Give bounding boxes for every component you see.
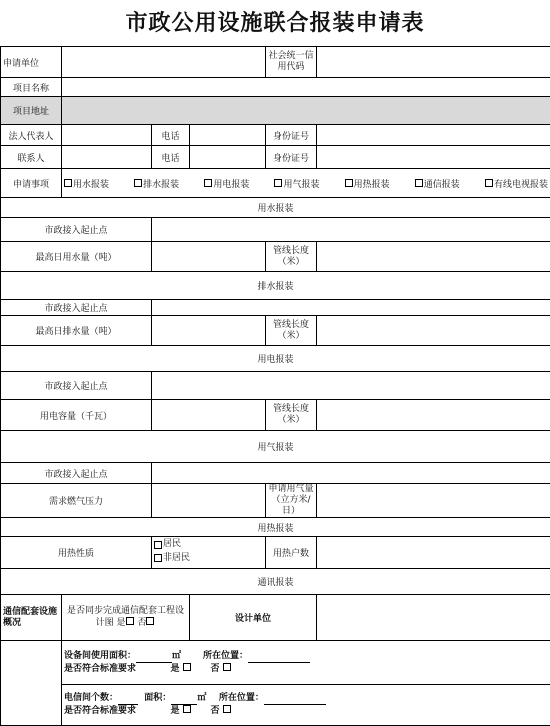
contact-value[interactable]: [62, 146, 152, 169]
application-form-table: [0, 46, 550, 726]
drain-pipe-label: 管线长度（米）: [266, 316, 317, 346]
drain-point-label: 市政接入起止点: [1, 300, 152, 316]
checkbox-icon: [204, 179, 212, 187]
heat-households-label: 用热户数: [266, 537, 317, 569]
checkbox-icon: [274, 179, 282, 187]
heat-households-value[interactable]: [317, 537, 550, 569]
heat-resident-checkbox[interactable]: 居民: [154, 539, 181, 550]
gas-volume-value[interactable]: [317, 484, 550, 518]
drain-section-title: 排水报装: [1, 272, 550, 300]
contact-id-value[interactable]: [317, 146, 550, 169]
drain-amount-value[interactable]: [152, 316, 266, 346]
project-address-label: 项目地址: [1, 97, 62, 125]
checkbox-icon: [415, 179, 423, 187]
item-telecom-checkbox[interactable]: 通信报装: [415, 177, 460, 190]
items-label: 申请事项: [1, 169, 62, 198]
telecom-design-question: 是否同步完成通信配套工程设计图 是 否: [62, 595, 190, 641]
power-capacity-label: 用电容量（千瓦）: [1, 400, 152, 431]
telecom-blank-cell: [1, 641, 62, 726]
drain-pipe-value[interactable]: [317, 316, 550, 346]
design-unit-value[interactable]: [317, 595, 550, 641]
heat-nature-label: 用热性质: [1, 537, 152, 569]
item-cable-tv-checkbox[interactable]: 有线电视报装: [485, 177, 548, 190]
water-point-label: 市政接入起止点: [1, 218, 152, 242]
telecom-section-title: 通讯报装: [1, 569, 550, 595]
gas-point-label: 市政接入起止点: [1, 463, 152, 484]
power-section-title: 用电报装: [1, 346, 550, 372]
heat-non-resident-checkbox[interactable]: 非居民: [154, 553, 190, 564]
telecom-count-field[interactable]: [118, 694, 138, 705]
equipment-room-block: 设备间使用面积： ㎡ 所在位置： 是否符合标准要求 是 否: [62, 641, 550, 685]
project-name-value[interactable]: [62, 78, 550, 97]
room-location-field[interactable]: [248, 652, 310, 663]
item-water-checkbox[interactable]: 用水报装: [64, 177, 109, 190]
legal-rep-phone-label: 电话: [152, 125, 190, 146]
contact-phone-value[interactable]: [190, 146, 266, 169]
gas-pressure-label: 需求燃气压力: [1, 484, 152, 518]
water-amount-label: 最高日用水量（吨）: [1, 242, 152, 272]
gas-pressure-value[interactable]: [152, 484, 266, 518]
drain-point-value[interactable]: [152, 300, 550, 316]
applicant-label: 申请单位: [1, 47, 62, 78]
heat-section-title: 用热报装: [1, 518, 550, 537]
room-standard-yes-checkbox[interactable]: [183, 663, 191, 671]
legal-rep-id-label: 身份证号: [266, 125, 317, 146]
legal-rep-value[interactable]: [62, 125, 152, 146]
power-pipe-value[interactable]: [317, 400, 550, 431]
power-pipe-label: 管线长度（米）: [266, 400, 317, 431]
checkbox-icon: [64, 179, 72, 187]
design-unit-label: 设计单位: [190, 595, 317, 641]
telecom-design-yes-checkbox[interactable]: [126, 617, 134, 625]
water-point-value[interactable]: [152, 218, 550, 242]
telecom-design-no-checkbox[interactable]: [146, 617, 154, 625]
item-heat-checkbox[interactable]: 用热报装: [345, 177, 390, 190]
drain-amount-label: 最高日排水量（吨）: [1, 316, 152, 346]
project-address-value[interactable]: [62, 97, 550, 125]
telecom-standard-no-checkbox[interactable]: [223, 705, 231, 713]
water-pipe-value[interactable]: [317, 242, 550, 272]
items-options: [62, 169, 550, 198]
telecom-overview-label: 通信配套设施概况: [1, 595, 62, 641]
gas-volume-label: 申请用气量（立方米/日）: [266, 484, 317, 518]
item-drain-checkbox[interactable]: 排水报装: [134, 177, 179, 190]
telecom-area-field[interactable]: [171, 694, 197, 705]
telecom-room-block: 电信间个数： 面积： ㎡ 所在位置： 是否符合标准要求 是 否: [62, 685, 550, 726]
checkbox-icon: [485, 179, 493, 187]
checkbox-icon: [345, 179, 353, 187]
water-amount-value[interactable]: [152, 242, 266, 272]
legal-rep-id-value[interactable]: [317, 125, 550, 146]
water-section-title: 用水报装: [1, 198, 550, 218]
page-title: 市政公用设施联合报装申请表: [0, 0, 550, 46]
contact-id-label: 身份证号: [266, 146, 317, 169]
telecom-standard-yes-checkbox[interactable]: [183, 705, 191, 713]
water-pipe-label: 管线长度（米）: [266, 242, 317, 272]
item-gas-checkbox[interactable]: 用气报装: [274, 177, 319, 190]
legal-rep-phone-value[interactable]: [190, 125, 266, 146]
checkbox-icon: [134, 179, 142, 187]
project-name-label: 项目名称: [1, 78, 62, 97]
credit-code-value[interactable]: [317, 47, 550, 78]
heat-nature-options: [152, 537, 266, 569]
power-point-label: 市政接入起止点: [1, 372, 152, 400]
telecom-location-field[interactable]: [264, 694, 326, 705]
gas-section-title: 用气报装: [1, 431, 550, 463]
contact-phone-label: 电话: [152, 146, 190, 169]
applicant-value[interactable]: [62, 47, 266, 78]
room-standard-no-checkbox[interactable]: [223, 663, 231, 671]
power-point-value[interactable]: [152, 372, 550, 400]
contact-label: 联系人: [1, 146, 62, 169]
legal-rep-label: 法人代表人: [1, 125, 62, 146]
gas-point-value[interactable]: [152, 463, 550, 484]
item-power-checkbox[interactable]: 用电报装: [204, 177, 249, 190]
checkbox-icon: [154, 554, 162, 562]
checkbox-icon: [154, 541, 162, 549]
power-capacity-value[interactable]: [152, 400, 266, 431]
credit-code-label: 社会统一信用代码: [266, 47, 317, 78]
room-area-field[interactable]: [136, 652, 172, 663]
